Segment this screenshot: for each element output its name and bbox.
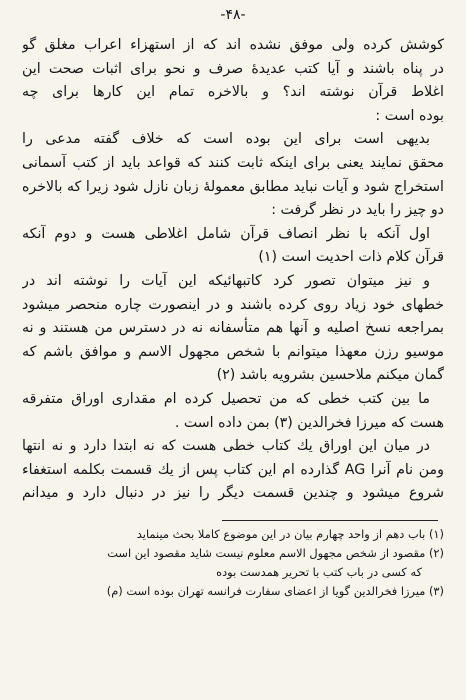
text-line: بمراجعه نسخ اصلیه و آنها هم متأسفانه نه در دسترس من هستند و نه	[22, 320, 444, 337]
text-line: دو چیز را باید در نظر گرفت :	[271, 202, 444, 219]
footnote-2-continued: که کسی در باب کتب با تحریر همدست بوده	[216, 565, 422, 580]
text-line: اول آنکه با نظر انصاف قرآن شامل اغلاطی هست و دوم آنکه	[22, 225, 430, 242]
text-line: و نیز میتوان تصور کرد کاتبهائیکه این آیات را نوشته اند در	[22, 272, 430, 289]
footnote-divider	[222, 520, 438, 521]
footnote-3: (۳) میرزا فخرالدین گویا از اعضای سفارت فرانسه تهران بوده است (م)	[106, 584, 444, 599]
text-line: در میان این اوراق یك کتاب خطی هست که نه ابتدا دارد و نه انتها	[22, 438, 430, 455]
footnote-2: (۲) مقصود از شخص مجهول الاسم معلوم نیست شاید مقصود این است	[107, 546, 444, 561]
text-line: بدیهی است برای این بوده است که خلاف گفته مدعی را	[22, 131, 430, 148]
text-line: استخراج شود و آیات نباید مطابق معمولهٔ زبان نازل شود زیرا که بالاخره	[22, 178, 444, 195]
text-line: خطهای خود زیاد روی کرده باشند و در اینصورت چاره منحصر میشود	[22, 296, 444, 313]
text-line: کوشش کرده ولی موفق نشده اند که از استهزاء اعراب مغلق گو	[22, 37, 444, 53]
text-line: ما بین کتب خطی که من تحصیل کرده ام مقداری اوراق متفرقه	[22, 390, 430, 407]
page-number: -۴۸-	[220, 7, 246, 23]
text-line: بوده است :	[375, 107, 444, 124]
body-text	[22, 34, 444, 506]
text-line: محقق نمایند یعنی برای اینکه ثابت کنند که قواعد باید از کتب آسمانی	[22, 154, 444, 171]
text-line: قرآن کلام ذات احدیت است (۱)	[258, 249, 444, 266]
text-line: موسیو رزن معهذا میتوانم با شخص مجهول الاسم و موافق باشم که	[22, 343, 444, 360]
footnote-1: (۱) باب دهم از واحد چهارم بیان در این موضوع کاملا بحث مینماید	[136, 526, 444, 541]
text-line: ومن نام آنرا AG گذارده ام این کتاب پس از یك قسمت بکلمه استغفاء	[22, 461, 444, 478]
text-line: در پناه باشند و آیا کتب عدیدهٔ صرف و نحو برای اثبات صحت این	[22, 60, 444, 77]
text-line: شروع میشود و چندین قسمت دیگر را نیز در دنبال دارد و میدانم	[22, 485, 444, 502]
text-line: هست که میرزا فخرالدین (۳) بمن داده است .	[174, 414, 444, 431]
text-line: گمان میکنم ملاحسین بشرویه باشد (۲)	[216, 367, 444, 384]
footnotes	[22, 525, 444, 602]
text-line: اغلاط قرآن نوشته اند؟ و بالاخره تمام این کارها برای چه	[22, 84, 444, 101]
